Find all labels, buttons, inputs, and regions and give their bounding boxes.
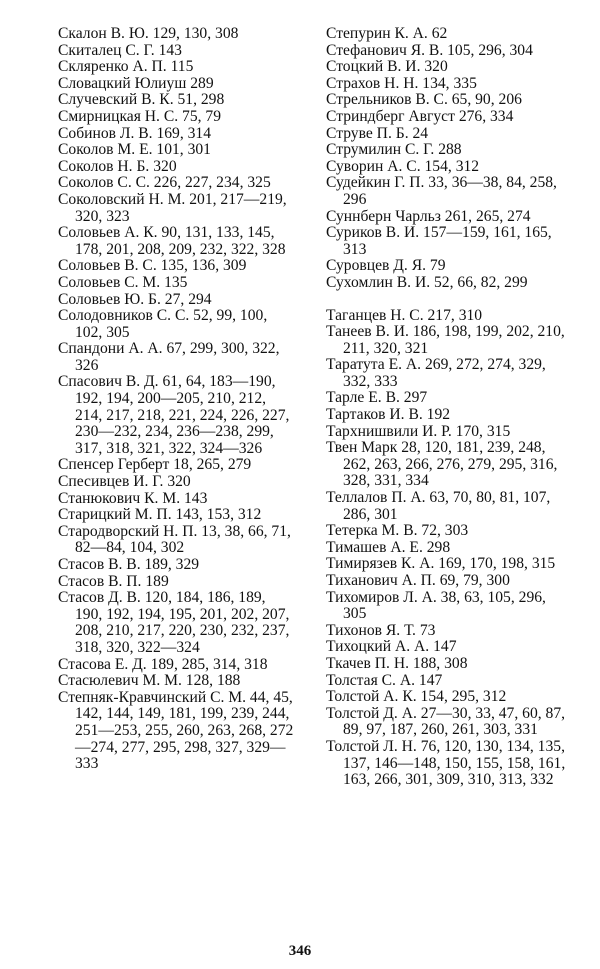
index-entry: Соловьев С. М. 135 [58,273,188,291]
index-entry: Соколовский Н. М. 201, 217—219, 320, 323 [58,190,287,225]
index-entry: Соколов С. С. 226, 227, 234, 325 [58,174,271,192]
index-entry: Струмилин С. Г. 288 [326,141,462,159]
index-entry: Скалон В. Ю. 129, 130, 308 [58,25,239,42]
index-column-right [326,26,566,789]
index-entry: Стасюлевич М. М. 128, 188 [58,672,241,690]
index-entry: Стасов В. П. 189 [58,572,169,590]
index-entry: Толстая С. А. 147 [326,671,443,689]
index-entry: Ткачев П. Н. 188, 308 [326,654,468,672]
index-entry: Суворин А. С. 154, 312 [326,157,480,175]
index-entry: Соколов М. Е. 101, 301 [58,141,211,159]
index-entry: Спесивцев И. Г. 320 [58,473,191,491]
index-entry: Случевский В. К. 51, 298 [58,91,225,109]
index-entry: Танеев В. И. 186, 198, 199, 202, 210, 211, 320, 321 [326,323,565,357]
index-entry: Тиханович А. П. 69, 79, 300 [326,572,510,589]
index-entry: Стриндберг Август 276, 334 [326,107,514,125]
index-entry: Таратута Е. А. 269, 272, 274, 329, 332, 333 [326,356,546,390]
index-entry: Тихомиров Л. А. 38, 63, 105, 296, 305 [326,588,546,623]
index-entry: Толстой Л. Н. 76, 120, 130, 134, 135, 137, 146—148, 150, 155, 158, 161, 163, 266, 301, 309, 310, 313, 332 [326,737,566,789]
index-entry: Стрельников В. С. 65, 90, 206 [326,91,522,109]
index-entry: Страхов Н. Н. 134, 335 [326,74,477,92]
index-entry: Спандони А. А. 67, 299, 300, 322, 326 [58,340,280,374]
index-entry: Степурин К. А. 62 [326,25,448,42]
index-entry: Тимирязев К. А. 169, 170, 198, 315 [326,555,556,573]
index-entry: Старицкий М. П. 143, 153, 312 [58,506,262,524]
page-number: 346 [288,943,312,959]
index-entry: Тархнишвили И. Р. 170, 315 [326,422,511,440]
index-entry: Судейкин Г. П. 33, 36—38, 84, 258, 296 [326,174,557,208]
index-entry: Степняк-Кравчинский С. М. 44, 45, 142, 144, 149, 181, 199, 239, 244, 251—253, 255, 260, 263, 268, 272—274, 277, 295, 298, 327, 329—333 [58,688,294,773]
index-entry: Тихонов Я. Т. 73 [326,621,436,639]
index-entry: Станюкович К. М. 143 [58,489,208,507]
index-entry: Соловьев Ю. Б. 27, 294 [58,290,212,308]
index-entry: Суриков В. И. 157—159, 161, 165, 313 [326,224,552,258]
index-entry: Стасова Е. Д. 189, 285, 314, 318 [58,655,268,673]
index-entry: Суннберн Чарльз 261, 265, 274 [326,207,531,225]
index-entry: Тимашев А. Е. 298 [326,538,451,556]
index-entry: Тарле Е. В. 297 [326,389,428,407]
index-entry: Соколов Н. Б. 320 [58,157,177,175]
index-entry: Смирницкая Н. С. 75, 79 [58,107,222,125]
index-entry: Скляренко А. П. 115 [58,58,194,76]
index-entry: Соловьев А. К. 90, 131, 133, 145, 178, 201, 208, 209, 232, 322, 328 [58,224,286,258]
index-entry: Таганцев Н. С. 217, 310 [326,306,483,324]
index-entry: Струве П. Б. 24 [326,124,429,142]
index-entry: Толстой Д. А. 27—30, 33, 47, 60, 87, 89, 97, 187, 260, 261, 303, 331 [326,704,566,739]
index-entry: Тихоцкий А. А. 147 [326,638,457,656]
index-entry: Стасов В. В. 189, 329 [58,556,200,573]
index-entry: Спенсер Герберт 18, 265, 279 [58,456,252,474]
index-column-left [58,26,296,773]
index-entry: Тартаков И. В. 192 [326,406,451,424]
index-entry: Стасов Д. В. 120, 184, 186, 189, 190, 192, 194, 195, 201, 202, 207, 208, 210, 217, 220, 230, 232, 237, 318, 320, 322—324 [58,589,290,656]
index-entry: Теллалов П. А. 63, 70, 80, 81, 107, 286, 301 [326,489,551,523]
index-entry: Солодовников С. С. 52, 99, 100, 102, 305 [58,307,268,341]
index-entry: Толстой А. К. 154, 295, 312 [326,688,507,706]
index-entry: Собинов Л. В. 169, 314 [58,124,212,142]
index-entry: Скиталец С. Г. 143 [58,41,182,59]
index-entry: Стародворский Н. П. 13, 38, 66, 71, 82—84, 104, 302 [58,522,291,557]
index-entry: Тетерка М. В. 72, 303 [326,522,469,540]
index-entry: Суровцев Д. Я. 79 [326,257,446,275]
index-entry: Стоцкий В. И. 320 [326,58,448,76]
index-entry: Сухомлин В. И. 52, 66, 82, 299 [326,273,528,291]
index-entry: Словацкий Юлиуш 289 [58,74,214,92]
index-entry: Твен Марк 28, 120, 181, 239, 248, 262, 263, 266, 276, 279, 295, 316, 328, 331, 334 [326,439,558,490]
index-entry: Стефанович Я. В. 105, 296, 304 [326,41,533,59]
index-entry: Соловьев В. С. 135, 136, 309 [58,257,247,275]
index-entry: Спасович В. Д. 61, 64, 183—190, 192, 194, 200—205, 210, 212, 214, 217, 218, 221, 224, 226, 227, 230—232, 234, 236—238, 299, 317, 318, 321, 322, 324—326 [58,373,290,457]
